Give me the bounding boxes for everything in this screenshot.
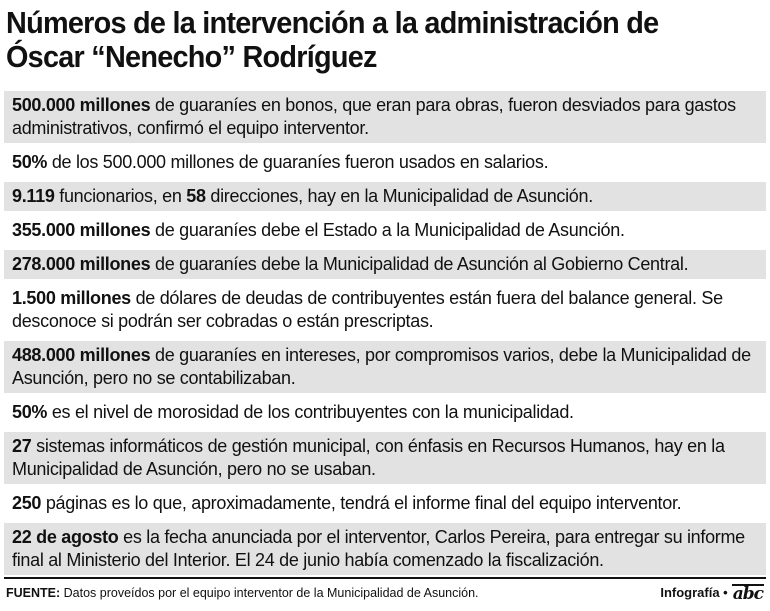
fact-description: de guaraníes en intereses, por compromisos varios, debe la Municipalidad de Asunción, pero no se contabilizaban. — [12, 345, 751, 388]
fact-description: de dólares de deudas de contribuyentes están fuera del balance general. Se desconoce si podrán ser cobradas o están prescriptas. — [12, 288, 723, 331]
footer — [6, 583, 764, 605]
fact-description: es la fecha anunciada por el interventor, Carlos Pereira, para entregar su informe final al Ministerio del Interior. El 24 de junio había comenzado la fiscalización. — [12, 527, 745, 570]
credit — [660, 583, 764, 603]
fact-figure: 278.000 millones — [12, 254, 151, 274]
fact-description: de guaraníes en bonos, que eran para obras, fueron desviados para gastos administrativos, confirmó el equipo interventor. — [12, 95, 736, 138]
fact-figure: 50% — [12, 402, 48, 422]
fact-figure: 500.000 millones — [12, 95, 151, 115]
fact-description: sistemas informáticos de gestión municipal, con énfasis en Recursos Humanos, hay en la Municipalidad de Asunción, pero no se usaban. — [12, 436, 725, 479]
fact-row — [4, 250, 766, 279]
fact-row — [4, 148, 766, 177]
fact-description: de guaraníes debe el Estado a la Municipalidad de Asunción. — [150, 220, 625, 240]
fact-text — [12, 435, 760, 481]
fact-description: páginas es lo que, aproximadamente, tendrá el informe final del equipo interventor. — [41, 493, 682, 513]
credit-text: Infografía • — [660, 585, 728, 600]
fact-figure: 488.000 millones — [12, 345, 151, 365]
facts-list — [4, 91, 766, 580]
fact-figure: 27 — [12, 436, 32, 456]
fact-row — [4, 432, 766, 484]
source-note — [6, 586, 479, 600]
fact-row — [4, 91, 766, 143]
fact-text — [12, 287, 760, 333]
fact-description: direcciones, hay en la Municipalidad de Asunción. — [205, 186, 593, 206]
fact-figure: 58 — [186, 186, 206, 206]
fact-text — [12, 94, 760, 140]
fact-description: de los 500.000 millones de guaraníes fueron usados en salarios. — [47, 152, 549, 172]
fact-text — [12, 492, 760, 515]
abc-logo: abc — [732, 584, 763, 604]
footer-divider — [4, 577, 766, 579]
page-title: Números de la intervención a la administración de Óscar “Nenecho” Rodríguez — [6, 5, 659, 74]
fact-row — [4, 284, 766, 336]
fact-figure: 9.119 — [12, 186, 55, 206]
fact-description: funcionarios, en — [54, 186, 187, 206]
fact-text — [12, 151, 760, 174]
source-label: FUENTE: — [6, 586, 61, 600]
fact-row — [4, 341, 766, 393]
fact-row — [4, 182, 766, 211]
fact-text — [12, 526, 760, 572]
fact-figure: 50% — [12, 152, 48, 172]
fact-text — [12, 344, 760, 390]
fact-figure: 250 — [12, 493, 42, 513]
fact-row — [4, 398, 766, 427]
fact-text — [12, 219, 760, 242]
fact-figure: 22 de agosto — [12, 527, 119, 547]
fact-description: de guaraníes debe la Municipalidad de Asunción al Gobierno Central. — [150, 254, 689, 274]
fact-description: es el nivel de morosidad de los contribuyentes con la municipalidad. — [47, 402, 574, 422]
fact-text — [12, 253, 760, 276]
fact-text — [12, 401, 760, 424]
fact-figure: 1.500 millones — [12, 288, 131, 308]
source-text: Datos proveídos por el equipo interventor de la Municipalidad de Asunción. — [63, 586, 479, 600]
fact-text — [12, 185, 760, 208]
fact-row — [4, 489, 766, 518]
fact-row — [4, 216, 766, 245]
fact-row — [4, 523, 766, 575]
fact-figure: 355.000 millones — [12, 220, 151, 240]
